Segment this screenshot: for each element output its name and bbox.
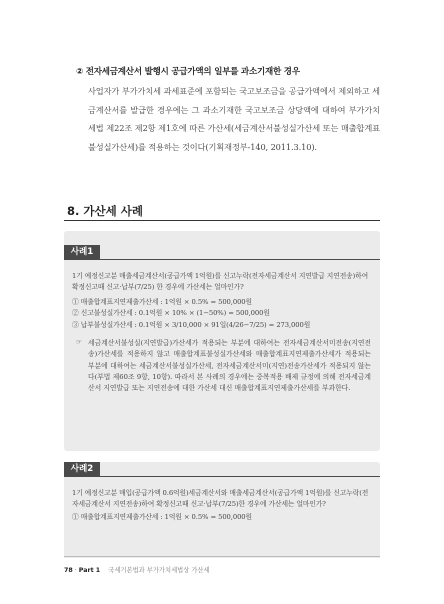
answer-item: ③ 납부불성실가산세 : 0.1억원 × 3/10,000 × 91일(4/26−7/25) = 273,000원 xyxy=(72,320,311,329)
subsection-heading: ② 전자세금계산서 발행시 공급가액의 일부를 과소기재한 경우 xyxy=(76,67,300,77)
example-tab-1 xyxy=(64,245,380,260)
example-box-2 xyxy=(64,462,380,558)
part-label: Part 1 xyxy=(78,567,101,574)
example-question: 1기 예정신고분 매입(공급가액 0.6억원)세금계산서와 매출세금계산서(공급가액 1억원)를 신고누락(전자세금계산서 지연전송)하여 확정신고때 신고·납부(7/25)한 경우에 가산세는 얼마인가? xyxy=(72,489,369,509)
example-answer-list xyxy=(72,512,372,523)
footer-divider xyxy=(64,556,380,557)
answer-item: ① 매출합계표지연제출가산세 : 1억원 × 0.5% = 500,000원 xyxy=(72,513,252,521)
example-label: 사례1 xyxy=(64,245,100,260)
example-label: 사례2 xyxy=(64,462,100,477)
section-divider xyxy=(64,220,380,221)
book-title: 국세기본법과 부가가치세법상 가산세 xyxy=(108,567,210,574)
example-note: 세금계산서불성실(지연발급)가산세가 적용되는 부분에 대하여는 전자세금계산서미전송(지연전송)가산세를 적용하지 않고 매출합계표불성실가산세와 매출합계표지연제출가산세가 적용되는 부분에 대하여는 세금계산서불성실가산세, 전자세금계산서미(지연)전송가산세가 적용되지 않는다(부법 제60조 9항, 10항). 따라서 본 사례의 경우에는 중복적용 배제 규정에 의해 전자세금계산서 지연발급 또는 지연전송에 대한 가산세 대신 매출합계표지연제출가산세를 부과한다. xyxy=(88,339,371,393)
page-number: 78 xyxy=(64,567,73,574)
subsection-paragraph: 사업자가 부가가치세 과세표준에 포함되는 국고보조금을 공급가액에서 제외하고 세금계산서를 발급한 경우에는 그 과소기재한 국고보조금 상당액에 대하여 부가가치세법 제22조 제2항 제1호에 따른 가산세(세금계산서불성실가산세 또는 매출합계표불성실가산세)를 적용하는 것이다(기획재정부-140, 2011.3.10). xyxy=(88,86,380,152)
example-question: 1기 예정신고분 매출세금계산서(공급가액 1억원)를 신고누락(전자세금계산서 지연발급 지연전송)하여 확정신고때 신고·납부(7/25) 한 경우에 가산세는 얼마인가? xyxy=(72,272,369,292)
answer-item: ② 신고불성실가산세 : 0.1억원 × 10% × (1−50%) = 500,000원 xyxy=(72,309,270,318)
page-footer: 78 · Part 1 국세기본법과 부가가치세법상 가산세 xyxy=(64,567,210,574)
note-pointer-icon: ☞ xyxy=(76,338,82,346)
tab-underline xyxy=(100,476,380,477)
example-box-1 xyxy=(64,231,380,451)
section-title: 8. 가산세 사례 xyxy=(67,204,143,218)
tab-underline xyxy=(100,259,380,260)
example-answer-list xyxy=(72,297,372,331)
answer-item: ① 매출합계표지연제출가산세 : 1억원 × 0.5% = 500,000원 xyxy=(72,298,252,306)
example-tab-2 xyxy=(64,462,380,477)
